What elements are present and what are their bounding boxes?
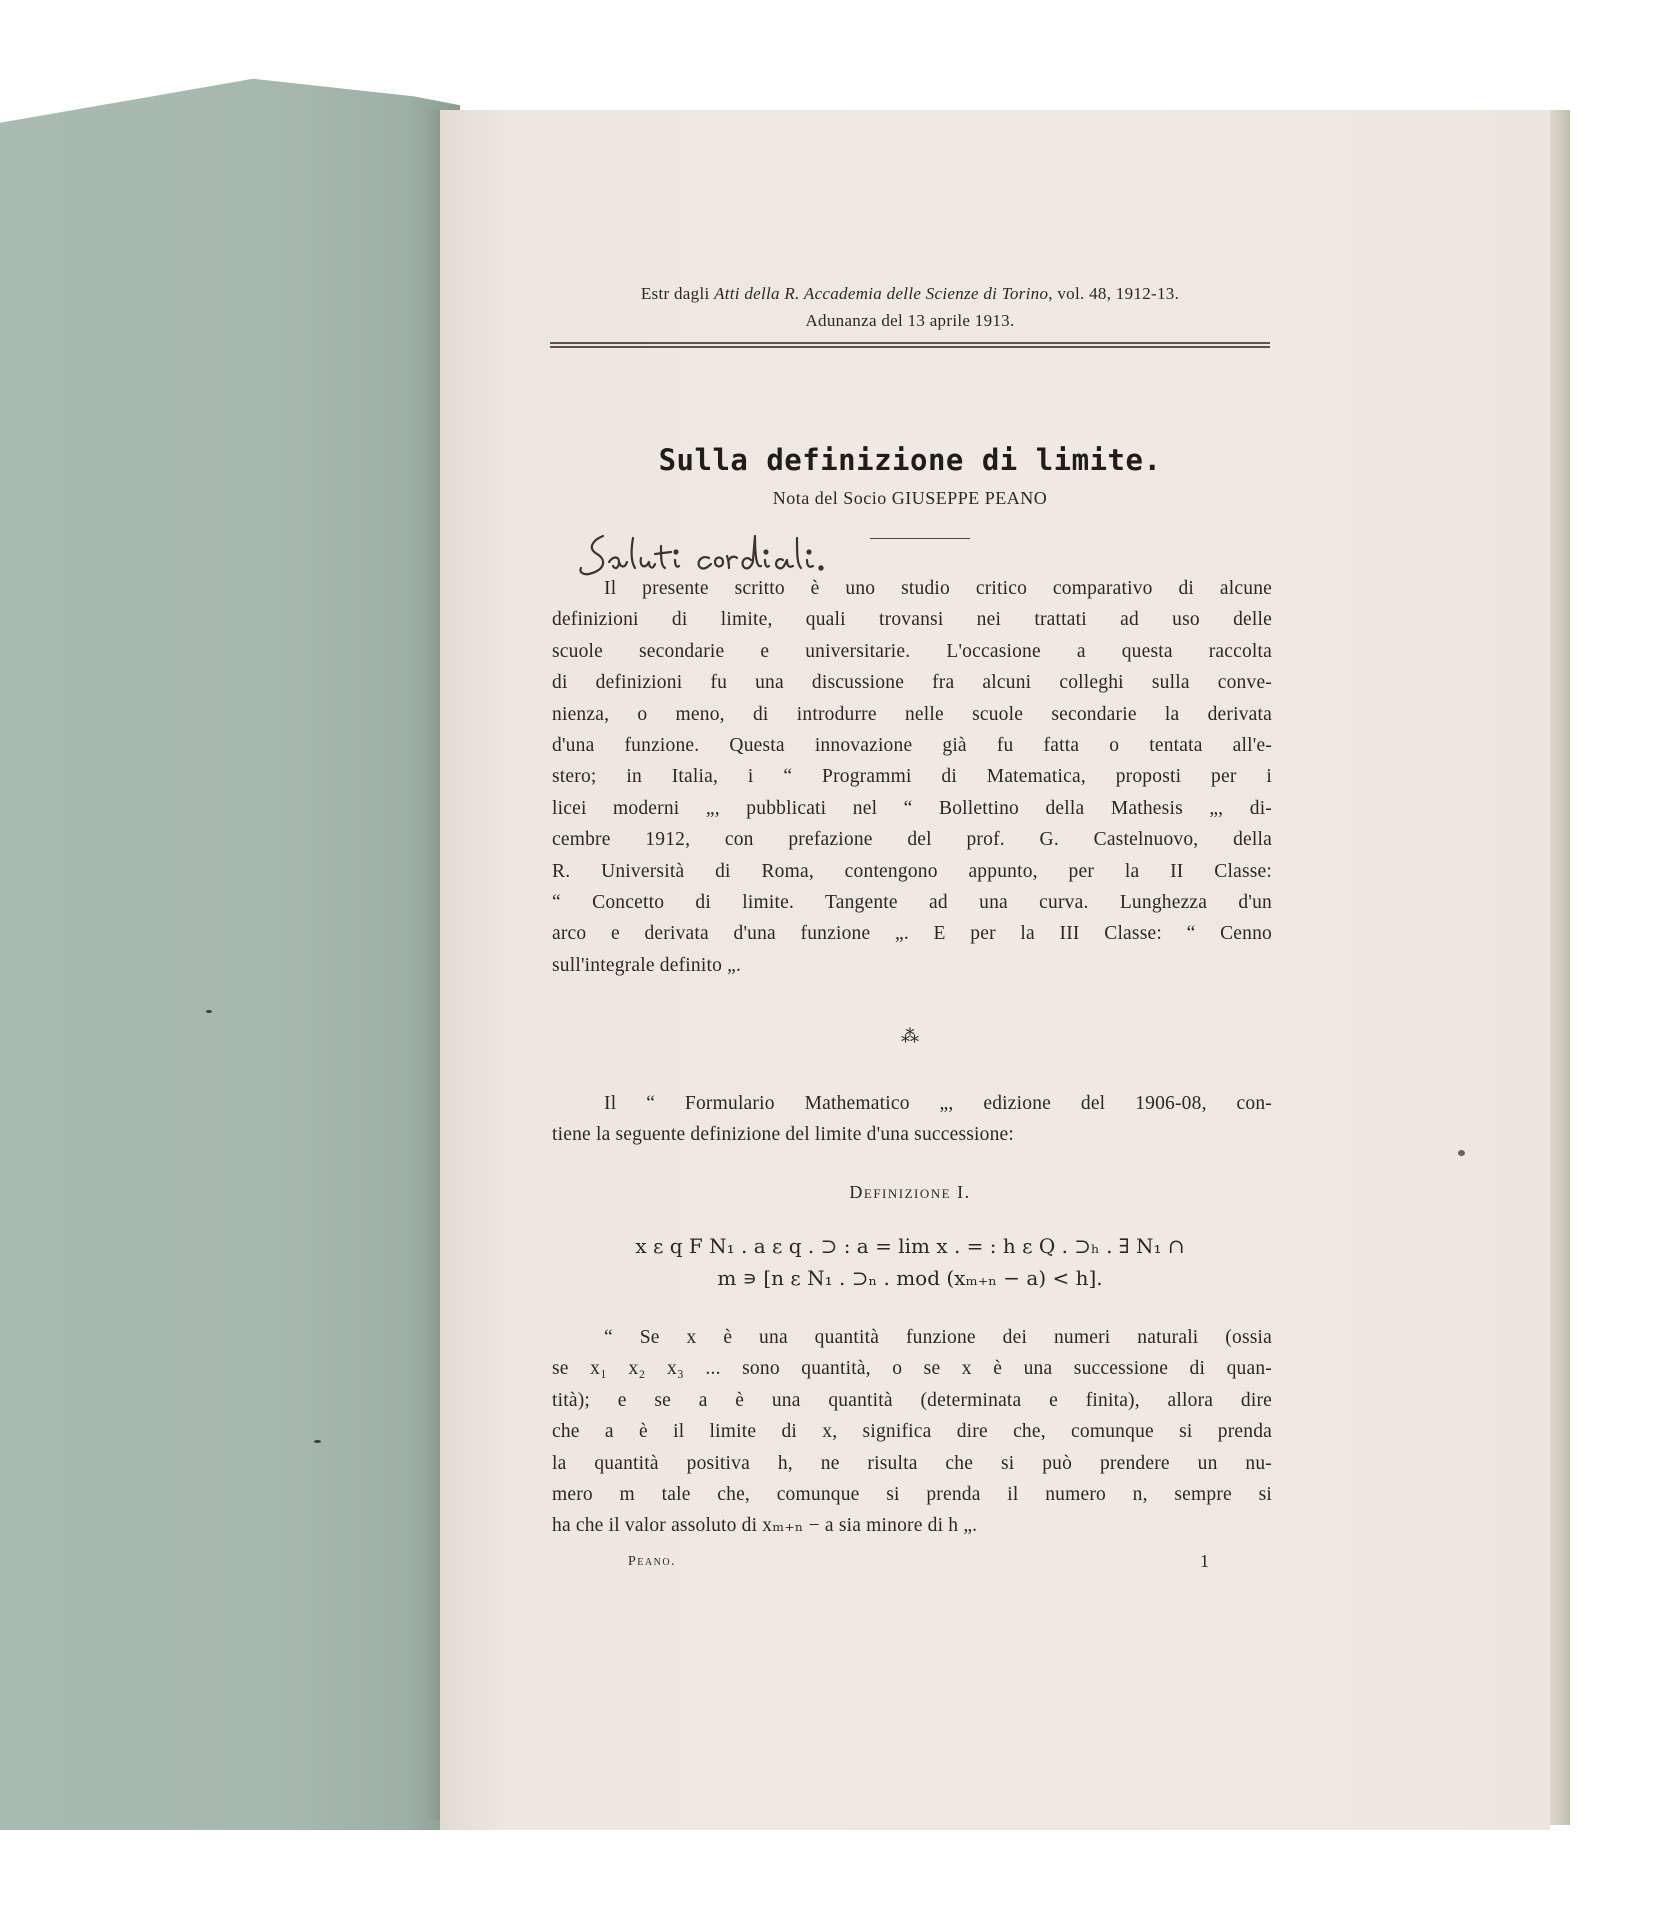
text-line: licei moderni „, pubblicati nel “ Bollettino della Mathesis „, di-: [552, 797, 1272, 819]
text-line: mero m tale che, comunque si prenda il numero n, sempre si: [552, 1484, 1272, 1506]
text-line: arco e derivata d'una funzione „. E per la III Classe: “ Cenno: [552, 923, 1272, 945]
running-footer-author: Peano.: [628, 1554, 677, 1569]
asterism: ⁂: [901, 1026, 919, 1046]
intro-paragraph: [552, 573, 1272, 981]
text-line: Il presente scritto è uno studio critico comparativo di alcune: [604, 578, 1272, 599]
header-line-1: Estr dagli Atti della R. Accademia delle Scienze di Torino, vol. 48, 1912-13.: [640, 284, 1180, 303]
book-cover: [0, 70, 460, 1830]
text-line: cembre 1912, con prefazione del prof. G. Castelnuovo, della: [552, 829, 1272, 851]
text-line: R. Università di Roma, contengono appunto, per la II Classe:: [552, 860, 1272, 882]
text-line: ha che il valor assoluto di xₘ₊ₙ − a sia minore di h „.: [552, 1515, 978, 1537]
article-title: Sulla definizione di limite.: [658, 443, 1162, 477]
header-line-2: Adunanza del 13 aprile 1913.: [805, 311, 1015, 330]
text-line: definizioni di limite, quali trovansi nei trattati ad uso delle: [552, 609, 1272, 631]
text-line: tità); e se a è una quantità (determinata e finita), allora dire: [552, 1389, 1272, 1411]
text-line: nienza, o meno, di introdurre nelle scuole secondarie la derivata: [552, 703, 1272, 725]
text-line: la quantità positiva h, ne risulta che si può prendere un nu-: [552, 1452, 1272, 1474]
text-line: se x₁ x₂ x₃ ... sono quantità, o se x è una successione di quan-: [552, 1358, 1272, 1380]
cover-speck: [206, 1010, 212, 1013]
text-line: che a è il limite di x, significa dire che, comunque si prenda: [552, 1421, 1272, 1443]
paper-speck: [1458, 1150, 1465, 1156]
text-line: tiene la seguente definizione del limite d'una successione:: [552, 1124, 1015, 1146]
text-line: scuole secondarie e universitarie. L'occasione a questa raccolta: [552, 640, 1272, 662]
text-line: Il “ Formulario Mathematico „, edizione del 1906-08, con-: [604, 1093, 1272, 1114]
text-line: sull'integrale definito „.: [552, 954, 742, 976]
text-line: “ Se x è una quantità funzione dei numeri naturali (ossia: [604, 1327, 1272, 1348]
page-number: 1: [1200, 1551, 1209, 1571]
text-line: di definizioni fu una discussione fra alcuni colleghi sulla conve-: [552, 672, 1272, 694]
cover-speck: [314, 1440, 321, 1443]
offprint-header: [550, 280, 1270, 334]
text-line: “ Concetto di limite. Tangente ad una curva. Lunghezza d'un: [552, 892, 1272, 914]
formula-line-2: m ∍ [n ε N₁ . ⊃ₙ . mod (xₘ₊ₙ − a) < h].: [717, 1266, 1103, 1290]
header-rule-bottom: [550, 346, 1270, 348]
formula-line-1: x ε q F N₁ . a ε q . ⊃ : a = lim x . = : h ε Q . ⊃ₕ . ∃ N₁ ∩: [635, 1234, 1185, 1258]
definition-explanation: [552, 1322, 1272, 1542]
journal-name: Atti della R. Accademia delle Scienze di Torino: [714, 284, 1049, 303]
article-subtitle: Nota del Socio GIUSEPPE PEANO: [772, 488, 1048, 508]
book-page: [440, 110, 1550, 1830]
header-rule-top: [550, 342, 1270, 344]
formulario-paragraph: [552, 1088, 1272, 1151]
text-line: stero; in Italia, i “ Programmi di Matematica, proposti per i: [552, 766, 1272, 788]
definition-heading: Definizione I.: [849, 1182, 971, 1202]
text-line: d'una funzione. Questa innovazione già fu fatta o tentata all'e-: [552, 735, 1272, 757]
